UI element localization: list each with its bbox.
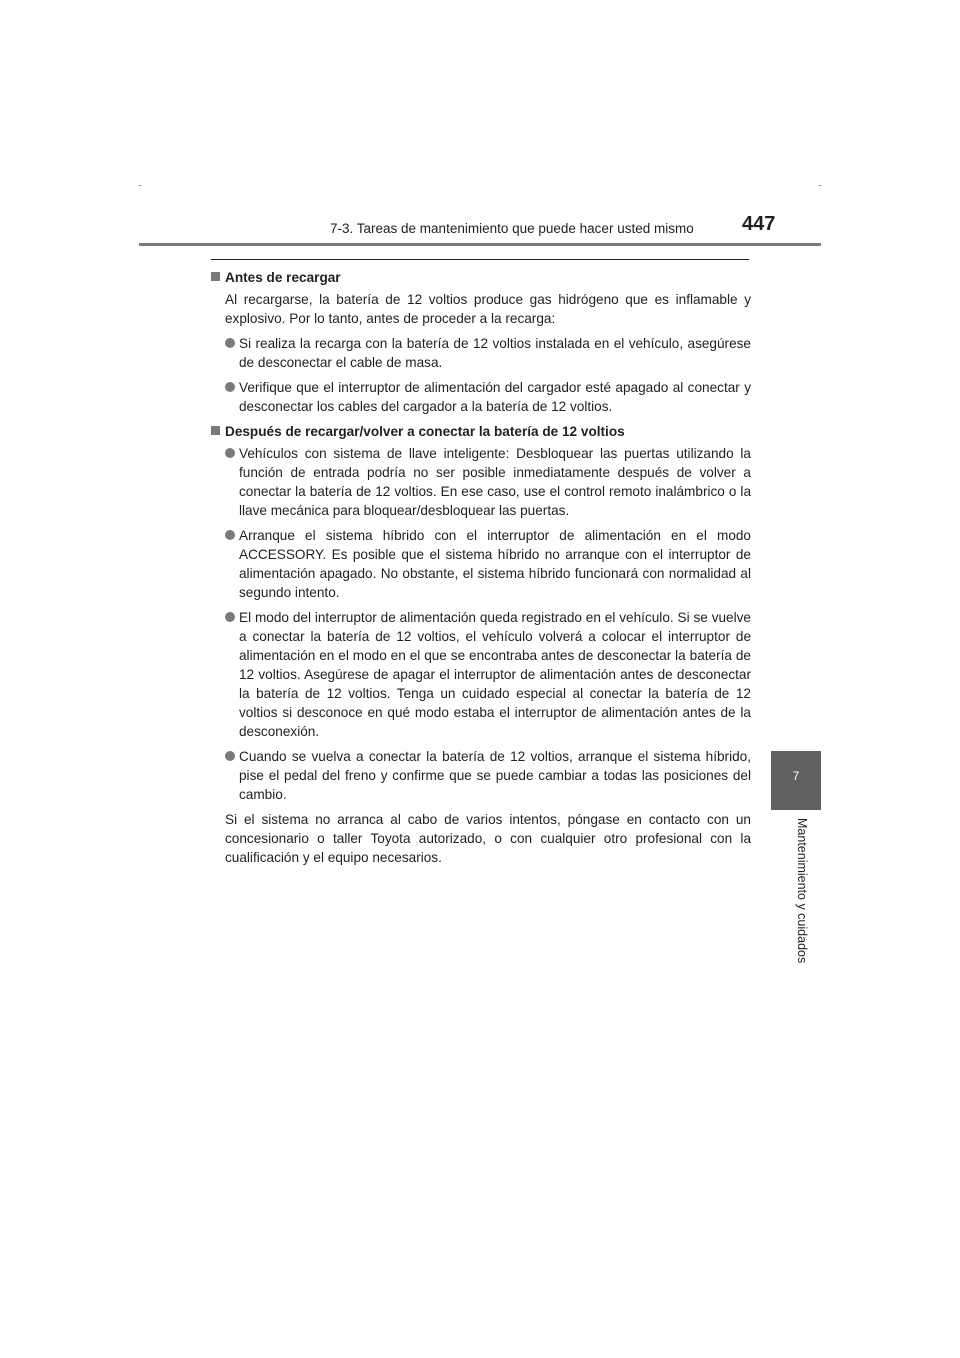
list-item-text: El modo del interruptor de alimentación queda registrado en el vehículo. Si se vuelve a conectar la batería de 12 voltios, el vehículo volverá a colocar el interruptor de alimentación en el modo en el que se encontraba antes de desconectar la batería de 12 voltios. Asegúrese de apagar el interruptor de alimentación antes de desconectar la batería de 12 voltios. Tenga un cuidado especial al conectar la batería de 12 voltios si desconoce en qué modo estaba el interruptor de alimentación antes de la desconexión. [239,610,751,739]
list-item [225,444,751,520]
list-item [225,608,751,741]
section-intro-paragraph: Al recargarse, la batería de 12 voltios produce gas hidrógeno que es inflamable y explosivo. Por lo tanto, antes de proceder a la recarga: [225,292,751,326]
chapter-label: Mantenimiento y cuidados [795,818,809,964]
section-divider [211,259,749,260]
crop-mark-left [139,185,141,186]
section-heading-before-charging [211,268,751,287]
list-item [225,747,751,804]
round-bullet-icon [225,338,235,348]
header-divider [139,243,821,246]
list-item-text: Vehículos con sistema de llave inteligente: Desbloquear las puertas utilizando la función de entrada podría no ser posible inmediatamente después de volver a conectar la batería de 12 voltios. En ese caso, use el control remoto inalámbrico o la llave mecánica para bloquear/desbloquear las puertas. [239,446,751,518]
chapter-number: 7 [792,769,800,783]
round-bullet-icon [225,612,235,622]
square-bullet-icon [211,272,220,281]
list-item-text: Si realiza la recarga con la batería de 12 voltios instalada en el vehículo, asegúrese de desconectar el cable de masa. [239,336,751,370]
list-item-text: Cuando se vuelva a conectar la batería de 12 voltios, arranque el sistema híbrido, pise el pedal del freno y confirme que se puede cambiar a todas las posiciones del cambio. [239,749,751,802]
page-content [211,268,751,867]
page-number: 447 [742,213,776,235]
list-item [225,378,751,416]
round-bullet-icon [225,448,235,458]
list-item-text: Verifique que el interruptor de alimentación del cargador esté apagado al conectar y desconectar los cables del cargador a la batería de 12 voltios. [239,380,751,414]
list-item-text: Arranque el sistema híbrido con el interruptor de alimentación en el modo ACCESSORY. Es posible que el sistema híbrido no arranque con el interruptor de alimentación apagado. No obstante, el sistema híbrido funcionará con normalidad al segundo intento. [239,528,751,600]
round-bullet-icon [225,530,235,540]
page-header-title: 7-3. Tareas de mantenimiento que puede hacer usted mismo [330,221,694,236]
section-heading-text: Antes de recargar [225,270,341,285]
closing-paragraph: Si el sistema no arranca al cabo de varios intentos, póngase en contacto con un concesionario o taller Toyota autorizado, o con cualquier otro profesional con la cualificación y el equipo necesarios. [225,812,751,865]
list-item [225,334,751,372]
round-bullet-icon [225,382,235,392]
list-item [225,526,751,602]
square-bullet-icon [211,426,220,435]
round-bullet-icon [225,751,235,761]
chapter-tab [771,751,821,810]
crop-mark-right [819,185,821,186]
section-heading-text: Después de recargar/volver a conectar la batería de 12 voltios [225,424,625,439]
section-heading-after-charging [211,422,751,441]
